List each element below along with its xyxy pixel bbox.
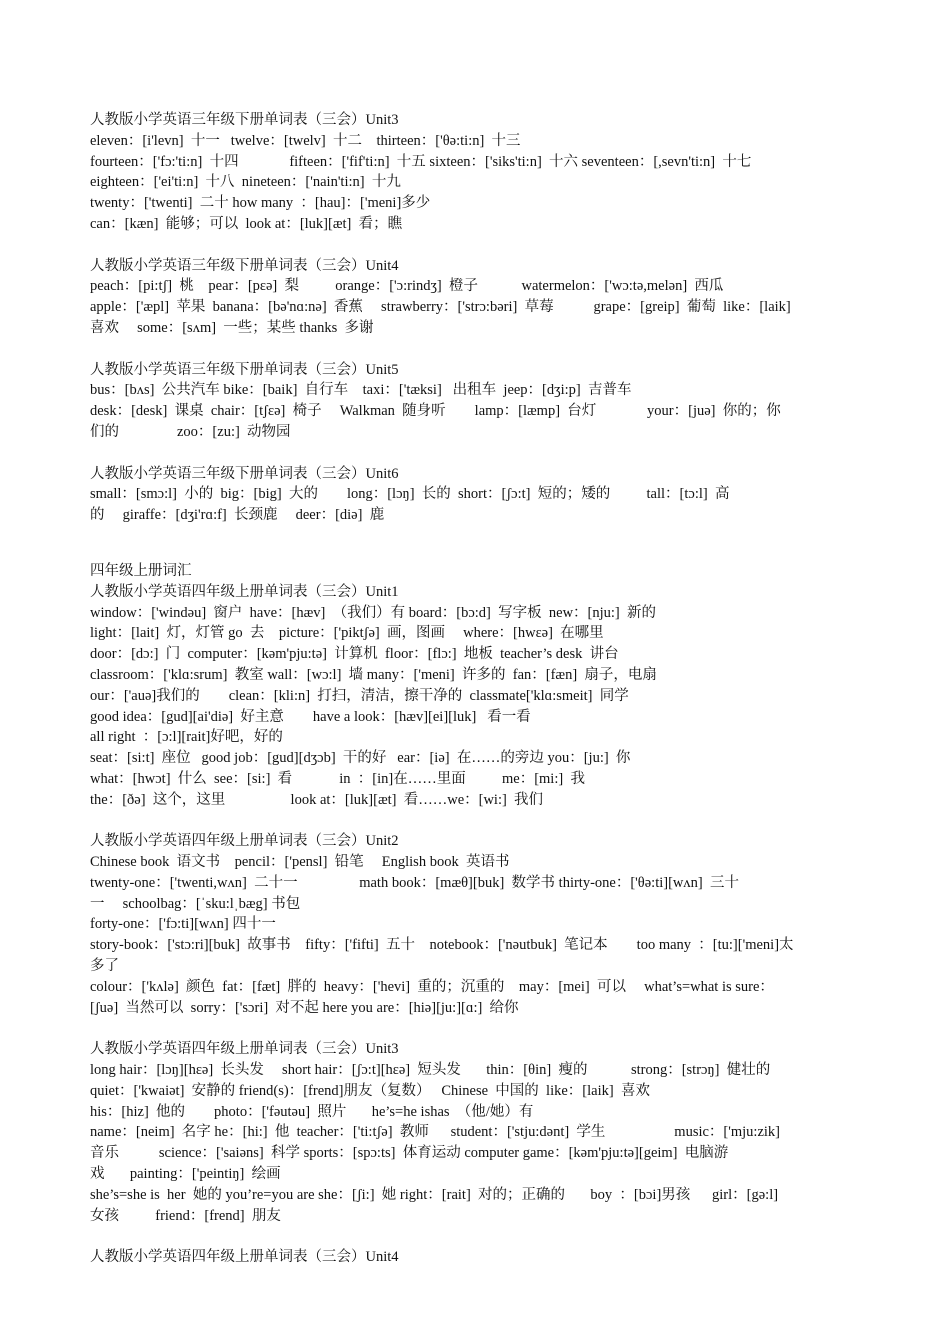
text-line: she’s=she is her 她的 you’re=you are she：[ʃi:] 她 right：[rait] 对的；正确的 boy ：[bɔi]男孩 girl：[gə:l]: [90, 1186, 779, 1203]
section-heading: 人教版小学英语三年级下册单词表（三会）Unit3: [90, 112, 399, 128]
spacer: [90, 339, 865, 360]
text-line: 一 schoolbag：[ˈsku:lˌbæg] 书包: [90, 895, 301, 912]
word-list-document: [90, 110, 865, 1268]
text-line: quiet：['kwaiət] 安静的 friend(s)：[frend]朋友（复数） Chinese 中国的 like：[laik] 喜欢: [90, 1082, 650, 1099]
grade-heading: 四年级上册词汇: [90, 562, 192, 579]
text-line: eighteen：['ei'ti:n] 十八 nineteen：['nain'ti:n] 十九: [90, 174, 401, 191]
section-heading: 人教版小学英语四年级上册单词表（三会）Unit1: [90, 583, 399, 600]
text-line: 们的 zoo：[zu:] 动物园: [90, 423, 291, 440]
text-line: what：[hwɔt] 什么 see：[si:] 看 in ：[in]在……里面 me：[mi:] 我: [90, 770, 585, 787]
text-line: twenty：['twenti] 二十 how many ：[hau]：['meni]多少: [90, 195, 431, 212]
text-line: his：[hiz] 他的 photo：['fəutəu] 照片 he’s=he ishas （他/她）有: [90, 1103, 534, 1120]
text-line: small：[smɔ:l] 小的 big：[big] 大的 long：[lɔŋ] 长的 short：[ʃɔ:t] 短的；矮的 tall：[tɔ:l] 高: [90, 486, 730, 503]
text-line: 多了: [90, 958, 119, 975]
text-line: 喜欢 some：[sʌm] 一些；某些 thanks 多谢: [90, 319, 374, 336]
section-heading: 人教版小学英语四年级上册单词表（三会）Unit3: [90, 1041, 399, 1058]
text-line: seat：[si:t] 座位 good job：[gud][dʒɔb] 干的好 ear：[iə] 在……的旁边 you：[ju:] 你: [90, 750, 631, 767]
text-line: Chinese book 语文书 pencil：['pensl] 铅笔 English book 英语书: [90, 854, 510, 871]
spacer: [90, 811, 865, 832]
section-heading: 人教版小学英语三年级下册单词表（三会）Unit5: [90, 361, 399, 378]
text-line: [ʃuə] 当然可以 sorry：['sɔri] 对不起 here you are：[hiə][ju:][ɑ:] 给你: [90, 999, 519, 1016]
text-line: the：[ðə] 这个，这里 look at：[luk][æt] 看……we：[wi:] 我们: [90, 791, 544, 808]
text-line: forty-one：['fɔ:ti][wʌn] 四十一: [90, 916, 276, 933]
text-line: our：['auə]我们的 clean：[kli:n] 打扫，清洁，擦干净的 classmate['klɑ:smeit] 同学: [90, 687, 629, 704]
text-line: light：[lait] 灯，灯管 go 去 picture：['piktʃə] 画，图画 where：[hwεə] 在哪里: [90, 625, 604, 642]
text-line: 音乐 science：['saiəns] 科学 sports：[spɔ:ts] 体育运动 computer game：[kəm'pju:tə][geim] 电脑游: [90, 1145, 729, 1162]
text-line: fourteen：['fɔ:'ti:n] 十四 fifteen：['fif'ti:n] 十五 sixteen：['siks'ti:n] 十六 seventeen：[,sevn'ti:n] 十七: [90, 153, 752, 170]
section-heading: 人教版小学英语四年级上册单词表（三会）Unit2: [90, 833, 399, 850]
text-line: peach：[pi:tʃ] 桃 pear：[pεə] 梨 orange：['ɔ:rindʒ] 橙子 watermelon：['wɔ:tə,melən] 西瓜: [90, 278, 724, 295]
text-line: story-book：['stɔ:ri][buk] 故事书 fifty：['fifti] 五十 notebook：['nəutbuk] 笔记本 too many ：[tu:]['meni]太: [90, 937, 794, 954]
text-line: 女孩 friend：[frend] 朋友: [90, 1207, 281, 1224]
text-line: 戏 painting：['peintiŋ] 绘画: [90, 1166, 281, 1183]
section-heading: 人教版小学英语三年级下册单词表（三会）Unit6: [90, 465, 399, 482]
text-line: door：[dɔ:] 门 computer：[kəm'pju:tə] 计算机 floor：[flɔ:] 地板 teacher’s desk 讲台: [90, 646, 619, 663]
spacer: [90, 1226, 865, 1247]
section-heading: 人教版小学英语三年级下册单词表（三会）Unit4: [90, 257, 399, 274]
text-line: long hair：[lɔŋ][hεə] 长头发 short hair：[ʃɔ:t][hεə] 短头发 thin：[θin] 瘦的 strong：[strɔŋ] 健壮的: [90, 1062, 771, 1079]
text-line: eleven：[i'levn] 十一 twelve：[twelv] 十二 thirteen：['θə:ti:n] 十三: [90, 132, 521, 149]
spacer: [90, 526, 865, 561]
text-line: all right ：[ɔ:l][rait]好吧，好的: [90, 729, 283, 746]
spacer: [90, 443, 865, 464]
spacer: [90, 1018, 865, 1039]
text-line: bus：[bʌs] 公共汽车 bike：[baik] 自行车 taxi：['tæksi] 出租车 jeep：[dʒi:p] 吉普车: [90, 382, 632, 399]
spacer: [90, 235, 865, 256]
text-line: good idea：[gud][ai'diə] 好主意 have a look：[hæv][ei][luk] 看一看: [90, 708, 531, 725]
text-line: classroom：['klɑ:srum] 教室 wall：[wɔ:l] 墙 many：['meni] 许多的 fan：[fæn] 扇子，电扇: [90, 666, 657, 683]
text-line: twenty-one：['twenti,wʌn] 二十一 math book：[mæθ][buk] 数学书 thirty-one：['θə:ti][wʌn] 三十: [90, 874, 739, 891]
text-line: window：['windəu] 窗户 have：[hæv] （我们）有 board：[bɔ:d] 写字板 new：[nju:] 新的: [90, 604, 657, 621]
text-line: colour：['kʌlə] 颜色 fat：[fæt] 胖的 heavy：['hevi] 重的；沉重的 may：[mei] 可以 what’s=what is sure：: [90, 978, 774, 995]
text-line: name：[neim] 名字 he：[hi:] 他 teacher：['ti:tʃə] 教师 student：['stju:dənt] 学生 music：['mju:zik]: [90, 1124, 781, 1141]
text-line: 的 giraffe：[dʒi'rɑ:f] 长颈鹿 deer：[diə] 鹿: [90, 507, 385, 524]
text-line: desk：[desk] 课桌 chair：[tʃεə] 椅子 Walkman 随身听 lamp：[læmp] 台灯 your：[juə] 你的；你: [90, 403, 781, 420]
text-line: apple：['æpl] 苹果 banana：[bə'nɑ:nə] 香蕉 strawberry：['strɔ:bəri] 草莓 grape：[greip] 葡萄 like：[laik]: [90, 299, 791, 316]
section-heading: 人教版小学英语四年级上册单词表（三会）Unit4: [90, 1249, 399, 1266]
text-line: can：[kæn] 能够；可以 look at：[luk][æt] 看；瞧: [90, 215, 403, 232]
